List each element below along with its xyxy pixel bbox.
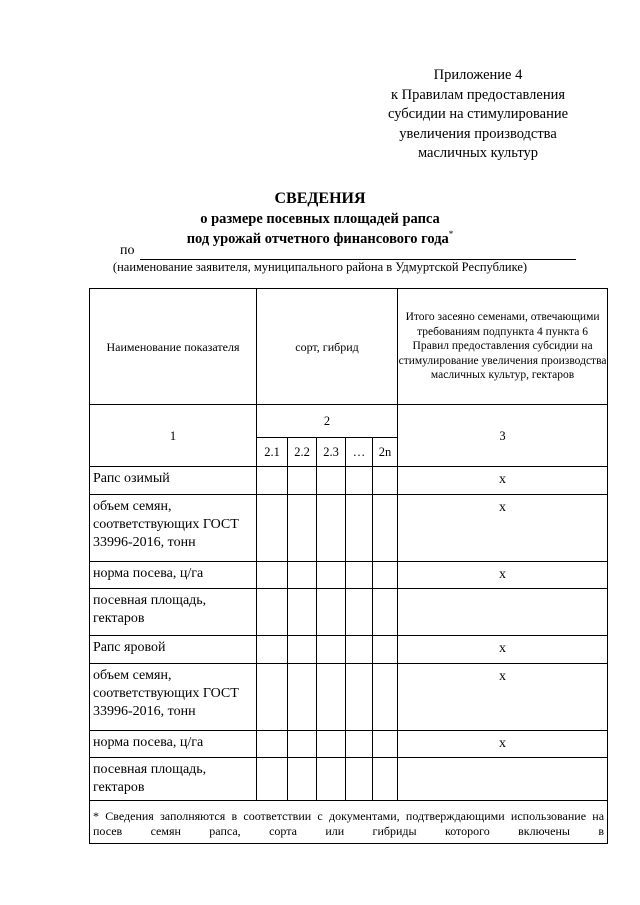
table-row bbox=[90, 731, 608, 758]
table-cell bbox=[257, 562, 288, 589]
row-label: объем семян, соответствующих ГОСТ 33996-2016, тонн bbox=[90, 664, 257, 731]
table-cell bbox=[346, 562, 373, 589]
column-number-1: 1 bbox=[90, 405, 257, 467]
row-label: посевная площадь, гектаров bbox=[90, 758, 257, 801]
table-cell bbox=[288, 495, 317, 562]
table-row bbox=[90, 636, 608, 664]
row-total: х bbox=[398, 467, 608, 495]
table-row bbox=[90, 467, 608, 495]
table-cell bbox=[373, 562, 398, 589]
appendix-line: Приложение 4 bbox=[433, 67, 523, 83]
row-total: х bbox=[398, 562, 608, 589]
row-label: Рапс яровой bbox=[90, 636, 257, 664]
subcolumn-header: 2.1 bbox=[257, 438, 288, 467]
row-total: х bbox=[398, 731, 608, 758]
subcolumn-header: … bbox=[346, 438, 373, 467]
subcolumn-header: 2n bbox=[373, 438, 398, 467]
table-row bbox=[90, 495, 608, 562]
table-cell bbox=[257, 495, 288, 562]
table-cell bbox=[346, 589, 373, 636]
applicant-caption: (наименование заявителя, муниципального района в Удмуртской Республике) bbox=[112, 260, 528, 274]
table-cell bbox=[257, 636, 288, 664]
table-cell bbox=[346, 664, 373, 731]
table-cell bbox=[288, 758, 317, 801]
table-cell bbox=[317, 731, 346, 758]
row-label: норма посева, ц/га bbox=[90, 562, 257, 589]
appendix-line: масличных культур bbox=[417, 145, 538, 161]
table-cell bbox=[317, 589, 346, 636]
table-cell bbox=[373, 589, 398, 636]
table-cell bbox=[346, 731, 373, 758]
table-cell bbox=[346, 758, 373, 801]
table-cell bbox=[346, 467, 373, 495]
table-row bbox=[90, 758, 608, 801]
subcolumn-header: 2.2 bbox=[288, 438, 317, 467]
appendix-line: к Правилам предоставления bbox=[390, 86, 566, 103]
table-cell bbox=[288, 467, 317, 495]
table-cell bbox=[373, 636, 398, 664]
footnote-text: * Сведения заполняются в соответствии с документами, подтверждающими использование на посев семян рапса, сорта или гибриды которого включены в bbox=[90, 801, 608, 844]
document-title: СВЕДЕНИЯ bbox=[274, 190, 366, 207]
document-subtitle-2 bbox=[0, 229, 640, 248]
row-total: х bbox=[398, 495, 608, 562]
table-cell bbox=[373, 495, 398, 562]
table-cell bbox=[257, 731, 288, 758]
column-number-2: 2 bbox=[257, 405, 398, 438]
subcolumn-header: 2.3 bbox=[317, 438, 346, 467]
row-label: норма посева, ц/га bbox=[90, 731, 257, 758]
table-cell bbox=[373, 731, 398, 758]
table-cell bbox=[317, 636, 346, 664]
footnote-row bbox=[90, 801, 608, 844]
table-cell bbox=[288, 636, 317, 664]
table-row bbox=[90, 589, 608, 636]
row-total bbox=[398, 589, 608, 636]
table-row bbox=[90, 562, 608, 589]
row-total bbox=[398, 758, 608, 801]
appendix-line: увеличения производства bbox=[399, 125, 557, 142]
table-cell bbox=[373, 758, 398, 801]
header-total: Итого засеяно семенами, отвечающими требованиям подпункта 4 пункта 6 Правил предоставления субсидии на стимулирование увеличения производства масличных культур, гектаров bbox=[398, 289, 608, 405]
footnote-mark: * bbox=[448, 229, 454, 239]
row-label: Рапс озимый bbox=[90, 467, 257, 495]
column-number-3: 3 bbox=[398, 405, 608, 467]
table-cell bbox=[288, 731, 317, 758]
row-total: х bbox=[398, 664, 608, 731]
table-cell bbox=[288, 589, 317, 636]
table-cell bbox=[257, 589, 288, 636]
row-label: посевная площадь, гектаров bbox=[90, 589, 257, 636]
table-cell bbox=[288, 664, 317, 731]
table-cell bbox=[257, 664, 288, 731]
table-cell bbox=[346, 636, 373, 664]
table-cell bbox=[288, 562, 317, 589]
subtitle-text: под урожай отчетного финансового года bbox=[186, 230, 449, 247]
applicant-prefix: по bbox=[120, 243, 135, 258]
table-header-row bbox=[90, 289, 608, 405]
row-total: х bbox=[398, 636, 608, 664]
table-cell bbox=[317, 758, 346, 801]
table-cell bbox=[373, 467, 398, 495]
header-indicator-name: Наименование показателя bbox=[90, 289, 257, 405]
table-cell bbox=[346, 495, 373, 562]
row-label: объем семян, соответствующих ГОСТ 33996-2016, тонн bbox=[90, 495, 257, 562]
table-number-row bbox=[90, 405, 608, 438]
header-variety: сорт, гибрид bbox=[257, 289, 398, 405]
table-cell bbox=[257, 758, 288, 801]
table-cell bbox=[317, 467, 346, 495]
document-subtitle: о размере посевных площадей рапса bbox=[200, 211, 440, 227]
table-cell bbox=[317, 664, 346, 731]
data-table bbox=[89, 288, 608, 844]
table-row bbox=[90, 664, 608, 731]
table-cell bbox=[317, 562, 346, 589]
appendix-line: субсидии на стимулирование bbox=[387, 106, 569, 122]
table-cell bbox=[317, 495, 346, 562]
table-cell bbox=[257, 467, 288, 495]
appendix-block bbox=[368, 66, 588, 164]
table-cell bbox=[373, 664, 398, 731]
